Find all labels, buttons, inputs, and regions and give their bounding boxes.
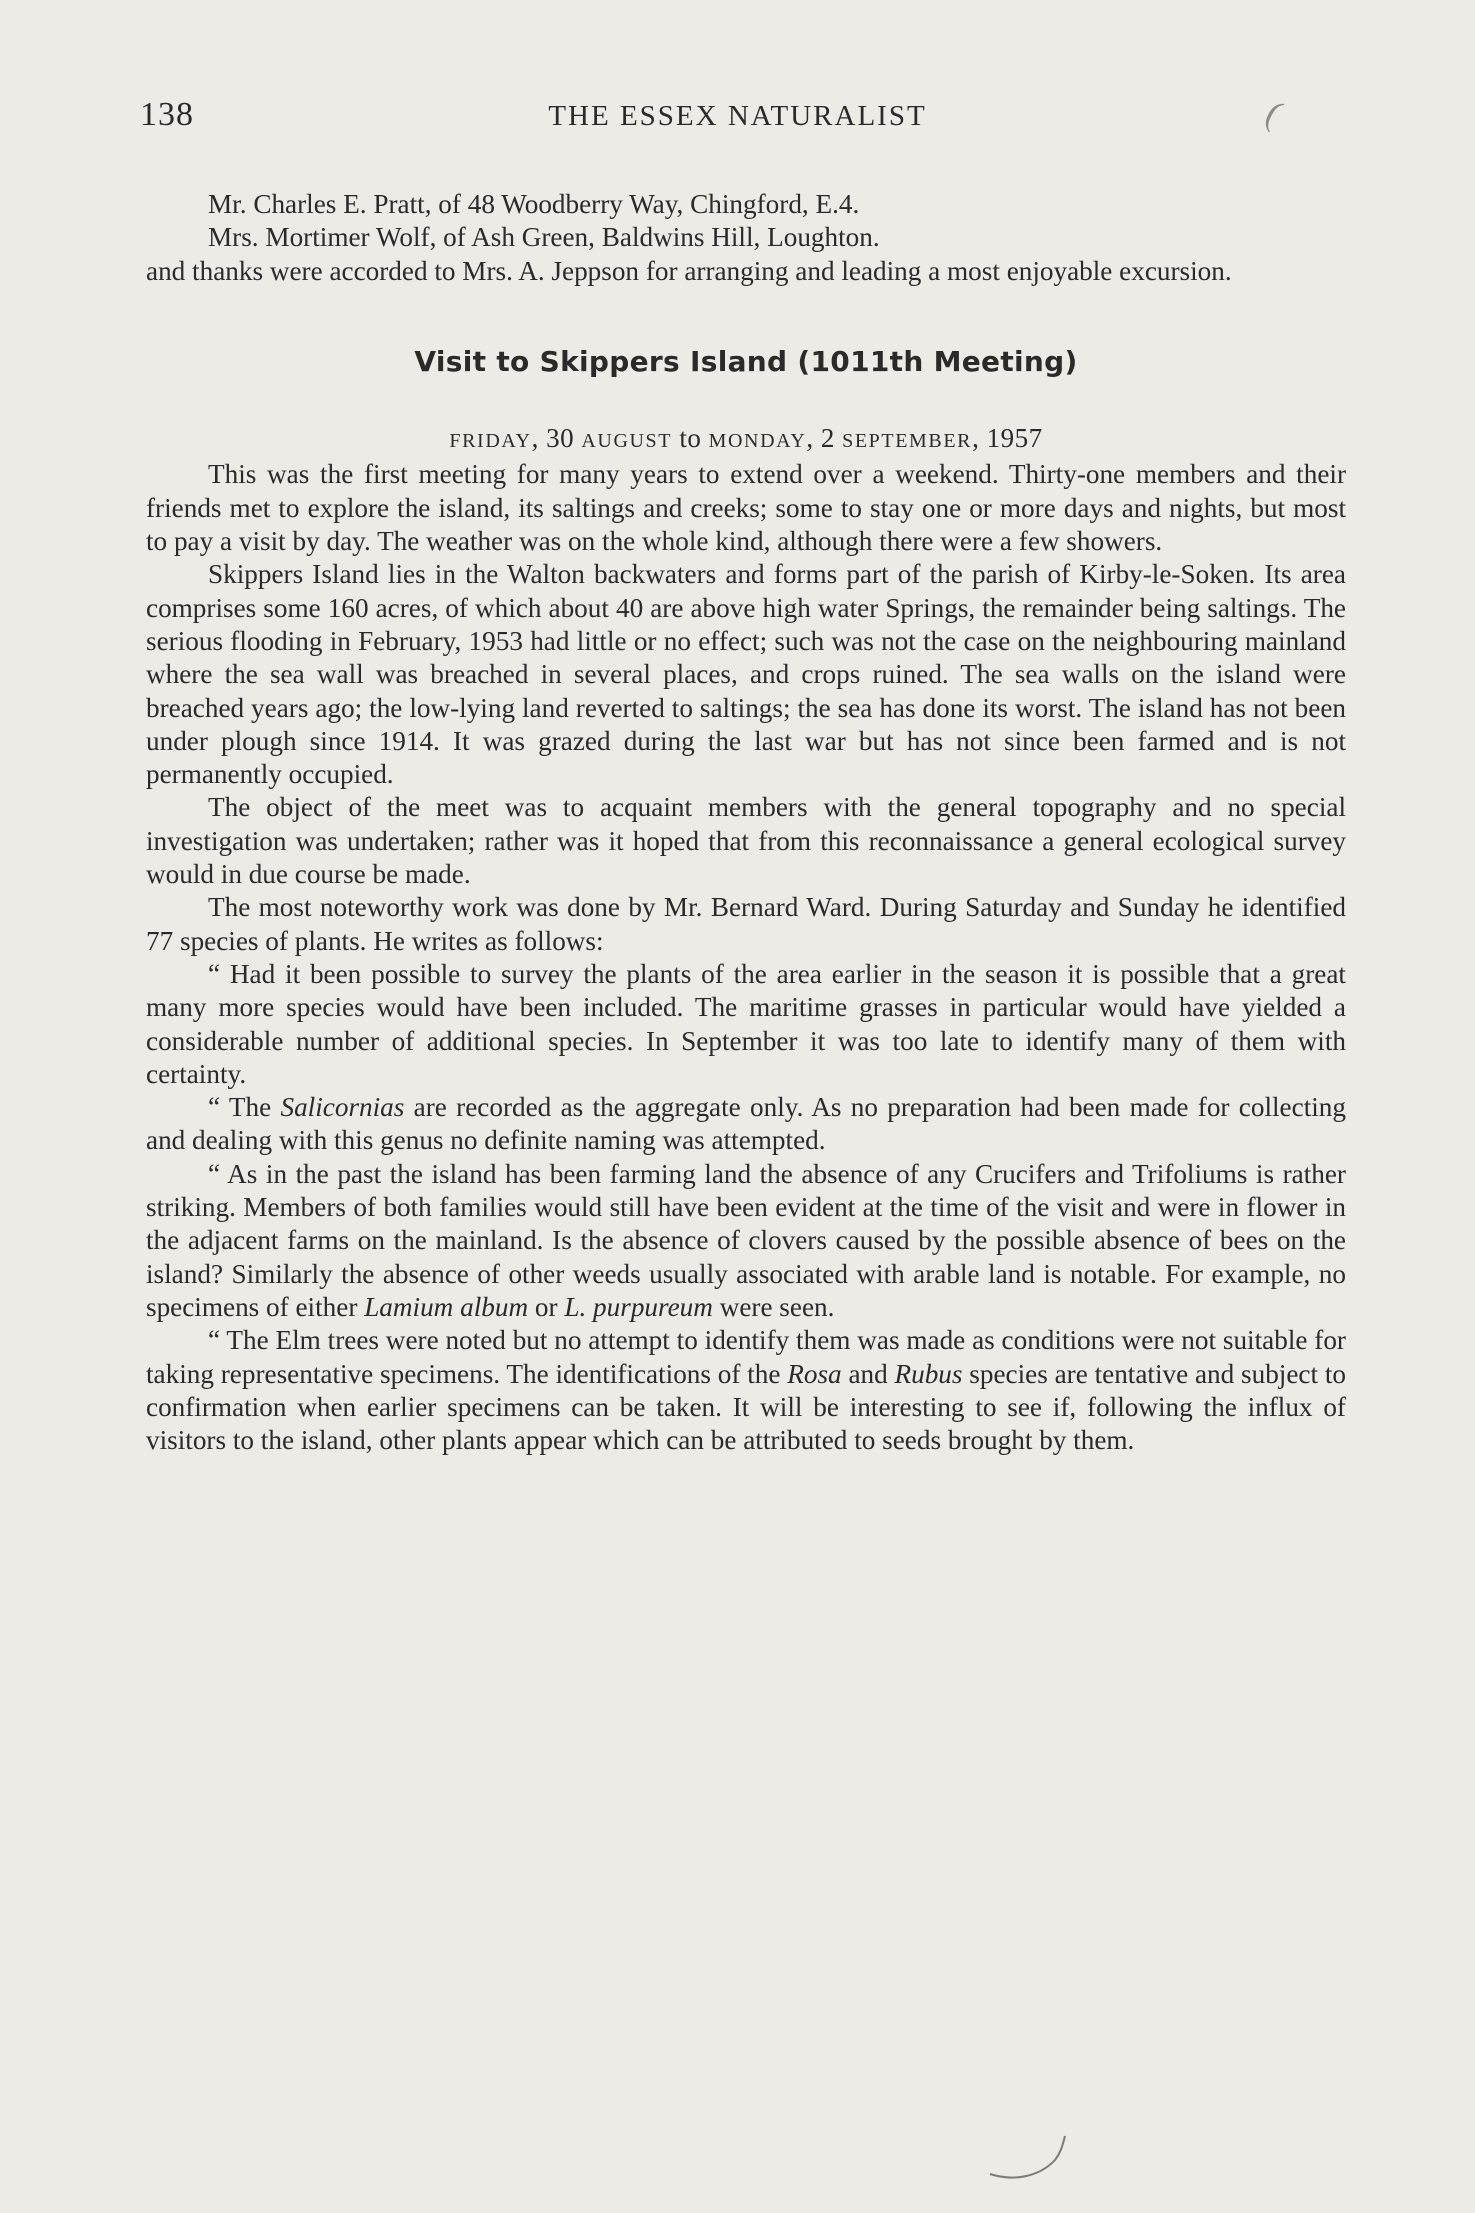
date-end-day: MONDAY: [708, 430, 807, 453]
page-body: [146, 188, 1346, 1457]
taxon-name: Lamium album: [364, 1291, 529, 1322]
new-member-entry: Mr. Charles E. Pratt, of 48 Woodberry Way, Chingford, E.4.: [208, 189, 860, 219]
date-start: 30: [546, 423, 575, 454]
taxon-name: Rosa: [787, 1358, 842, 1389]
quoted-paragraph: “ Had it been possible to survey the plants of the area earlier in the season it is possible that a great many more species would have been included. The maritime grasses in particular would have yielded a considerable number of additional species. In September it was too late to identify many of them with certainty.: [146, 958, 1346, 1089]
body-paragraph: The object of the meet was to acquaint members with the general topography and no special investigation was undertaken; rather was it hoped that from this reconnaissance a general ecological survey would in due course be made.: [146, 792, 1346, 890]
running-header: [0, 96, 1475, 146]
thanks-paragraph: and thanks were accorded to Mrs. A. Jeppson for arranging and leading a most enjoyable excursion.: [146, 255, 1232, 286]
new-member-entry: Mrs. Mortimer Wolf, of Ash Green, Baldwins Hill, Loughton.: [208, 222, 880, 253]
date-start-month: AUGUST: [581, 430, 673, 453]
taxon-name: Rubus: [894, 1358, 963, 1389]
body-paragraph: This was the first meeting for many years to extend over a weekend. Thirty-one members and their friends met to explore the island, its saltings and creeks; some to stay one or more days and nights, but most to pay a visit by day. The weather was on the whole kind, although there were a few showers.: [146, 459, 1346, 557]
date-end: 2: [820, 423, 835, 454]
section-heading: Visit to Skippers Island (1011th Meeting): [414, 344, 1078, 378]
pencil-mark: [985, 2130, 1075, 2190]
date-year: 1957: [986, 423, 1043, 454]
date-start-day: FRIDAY: [449, 430, 532, 453]
quoted-paragraph: “ The Salicornias are recorded as the aggregate only. As no preparation had been made for collecting and dealing with this genus no definite naming was attempted.: [146, 1092, 1346, 1156]
meeting-date-line: FRIDAY, 30 AUGUST to MONDAY, 2 SEPTEMBER, 1957: [449, 423, 1043, 454]
taxon-name: L. purpureum: [564, 1291, 713, 1322]
date-to: to: [679, 423, 702, 454]
quoted-paragraph: “ The Elm trees were noted but no attempt to identify them was made as conditions were not suitable for taking representative specimens. The identifications of the Rosa and Rubus species are tentative and subject to confirmation when earlier specimens can be taken. It will be interesting to see if, following the influx of visitors to the island, other plants appear which can be attributed to seeds brought by them.: [146, 1325, 1346, 1456]
page-number: 138: [140, 96, 194, 133]
body-paragraph: Skippers Island lies in the Walton backwaters and forms part of the parish of Kirby-le-Soken. Its area comprises some 160 acres, of which about 40 are above high water Springs, the remainder being saltings. The serious flooding in February, 1953 had little or no effect; such was not the case on the neighbouring mainland where the sea wall was breached in several places, and crops ruined. The sea walls on the island were breached years ago; the low-lying land reverted to saltings; the sea has done its worst. The island has not been under plough since 1914. It was grazed during the last war but has not since been farmed and is not permanently occupied.: [146, 559, 1346, 790]
taxon-name: Salicornias: [280, 1092, 405, 1123]
date-end-month: SEPTEMBER: [842, 430, 973, 453]
document-page: 138 THE ESSEX NATURALIST ( Mr. Charles E. Pratt, of 48 Woodberry Way, Chingford, E.4. Mrs. Mortimer Wolf, of Ash Green, Baldwins Hill, Loughton. and thanks were accorded to Mrs. A. Jeppson for arranging and leading a most enjoyable excursion. Visit to Skippers Island (1011th Meeting) FRIDAY, 30 AUGUST to MONDAY, 2 SEPTEMBER, 1957 This was the first meeting for many years to extend over a weekend. Thirty-one members and their friends met to explore the island, its saltings and creeks; some to stay one or more days and nights, but most to pay a visit by day. The weather was on the whole kind, although there were a few showers. Skippers Island lies in the Walton backwaters and forms part of the parish of Kirby-le-Soken. Its area comprises some 160 acres, of which about 40 are above high water Springs, the remainder being saltings. The serious flooding in February, 1953 had little or no effect; such was not the case on the neighbouring mainland where the sea wall was breached in several places, and crops ruined. The sea walls on the island were breached years ago; the low-lying land reverted to saltings; the sea has done its worst. The island has not been under plough since 1914. It was grazed during the last war but has not since been farmed and is not permanently occupied. The object of the meet was to acquaint members with the general topography and no special investigation was undertaken; rather was it hoped that from this reconnaissance a general ecological survey would in due course be made. The most noteworthy work was done by Mr. Bernard Ward. During Saturday and Sunday he identified 77 species of plants. He writes as follows: “ Had it been possible to survey the plants of the area earlier in the season it is possible that a great many more species would have been included. The maritime grasses in particular would have yielded a considerable number of additional species. In September it was too late to identify many of them with certainty. “ The Salicornias are recorded as the aggregate only. As no preparation had been made for collecting and dealing with this genus no definite naming was attempted. “ As in the past the island has been farming land the absence of any Crucifers and Trifoliums is rather striking. Members of both families would still have been evident at the time of the visit and were in flower in the adjacent farms on the mainland. Is the absence of clovers caused by the possible absence of bees on the island? Similarly the absence of other weeds usually associated with arable land is notable. For example, no specimens of either Lamium album or L. purpureum were seen. “ The Elm trees were noted but no attempt to identify them was made as conditions were not suitable for taking representative specimens. The identifications of the Rosa and Rubus species are tentative and subject to confirmation when earlier specimens can be taken. It will be interesting to see if, following the influx of visitors to the island, other plants appear which can be attributed to seeds brought by them.: [0, 0, 1475, 2213]
quoted-paragraph: “ As in the past the island has been farming land the absence of any Crucifers and Trifoliums is rather striking. Members of both families would still have been evident at the time of the visit and were in flower in the adjacent farms on the mainland. Is the absence of clovers caused by the possible absence of bees on the island? Similarly the absence of other weeds usually associated with arable land is notable. For example, no specimens of either Lamium album or L. purpureum were seen.: [146, 1158, 1346, 1322]
journal-title: THE ESSEX NATURALIST: [548, 100, 927, 132]
body-paragraph: The most noteworthy work was done by Mr. Bernard Ward. During Saturday and Sunday he identified 77 species of plants. He writes as follows:: [146, 892, 1346, 956]
